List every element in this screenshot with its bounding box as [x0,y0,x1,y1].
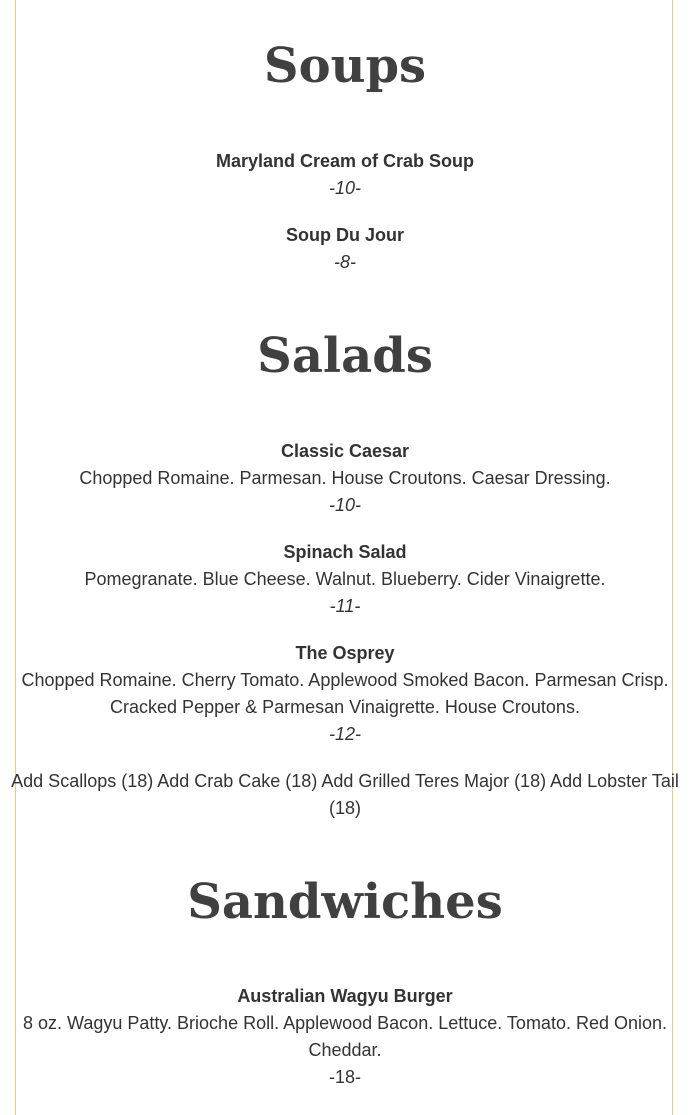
item-price-the-osprey: -12- [328,724,361,744]
section-title-salads: Salads [257,328,433,384]
section-title-soups: Soups [263,38,427,94]
item-desc-spinach-salad: Pomegranate. Blue Cheese. Walnut. Blueberry. Cider Vinaigrette. [84,569,606,589]
item-price-soup-du-jour: -8- [334,252,356,272]
item-desc-wagyu-burger-line2: Cheddar. [308,1040,382,1060]
section-title-sandwiches: Sandwiches [187,874,503,930]
salad-addons-line1: Add Scallops (18) Add Crab Cake (18) Add Grilled Teres Major (18) Add Lobster Tail [11,771,679,791]
item-name-classic-caesar: Classic Caesar [280,441,410,461]
item-name-the-osprey: The Osprey [295,643,395,663]
item-price-wagyu-burger: -18- [328,1067,361,1087]
item-price-classic-caesar: -10- [328,495,361,515]
item-desc-wagyu-burger-line1: 8 oz. Wagyu Patty. Brioche Roll. Applewood Bacon. Lettuce. Tomato. Red Onion. [22,1013,668,1033]
item-name-soup-du-jour: Soup Du Jour [286,225,404,245]
item-name-spinach-salad: Spinach Salad [283,542,407,562]
item-desc-the-osprey-line1: Chopped Romaine. Cherry Tomato. Applewood Smoked Bacon. Parmesan Crisp. [21,670,669,690]
item-name-crab-soup: Maryland Cream of Crab Soup [215,151,475,171]
salad-addons-line2: (18) [328,798,361,818]
item-price-spinach-salad: -11- [329,596,361,616]
item-desc-classic-caesar: Chopped Romaine. Parmesan. House Croutons. Caesar Dressing. [79,468,611,488]
item-name-wagyu-burger: Australian Wagyu Burger [237,986,453,1006]
item-price-crab-soup: -10- [328,178,361,198]
item-desc-the-osprey-line2: Cracked Pepper & Parmesan Vinaigrette. House Croutons. [110,697,580,717]
